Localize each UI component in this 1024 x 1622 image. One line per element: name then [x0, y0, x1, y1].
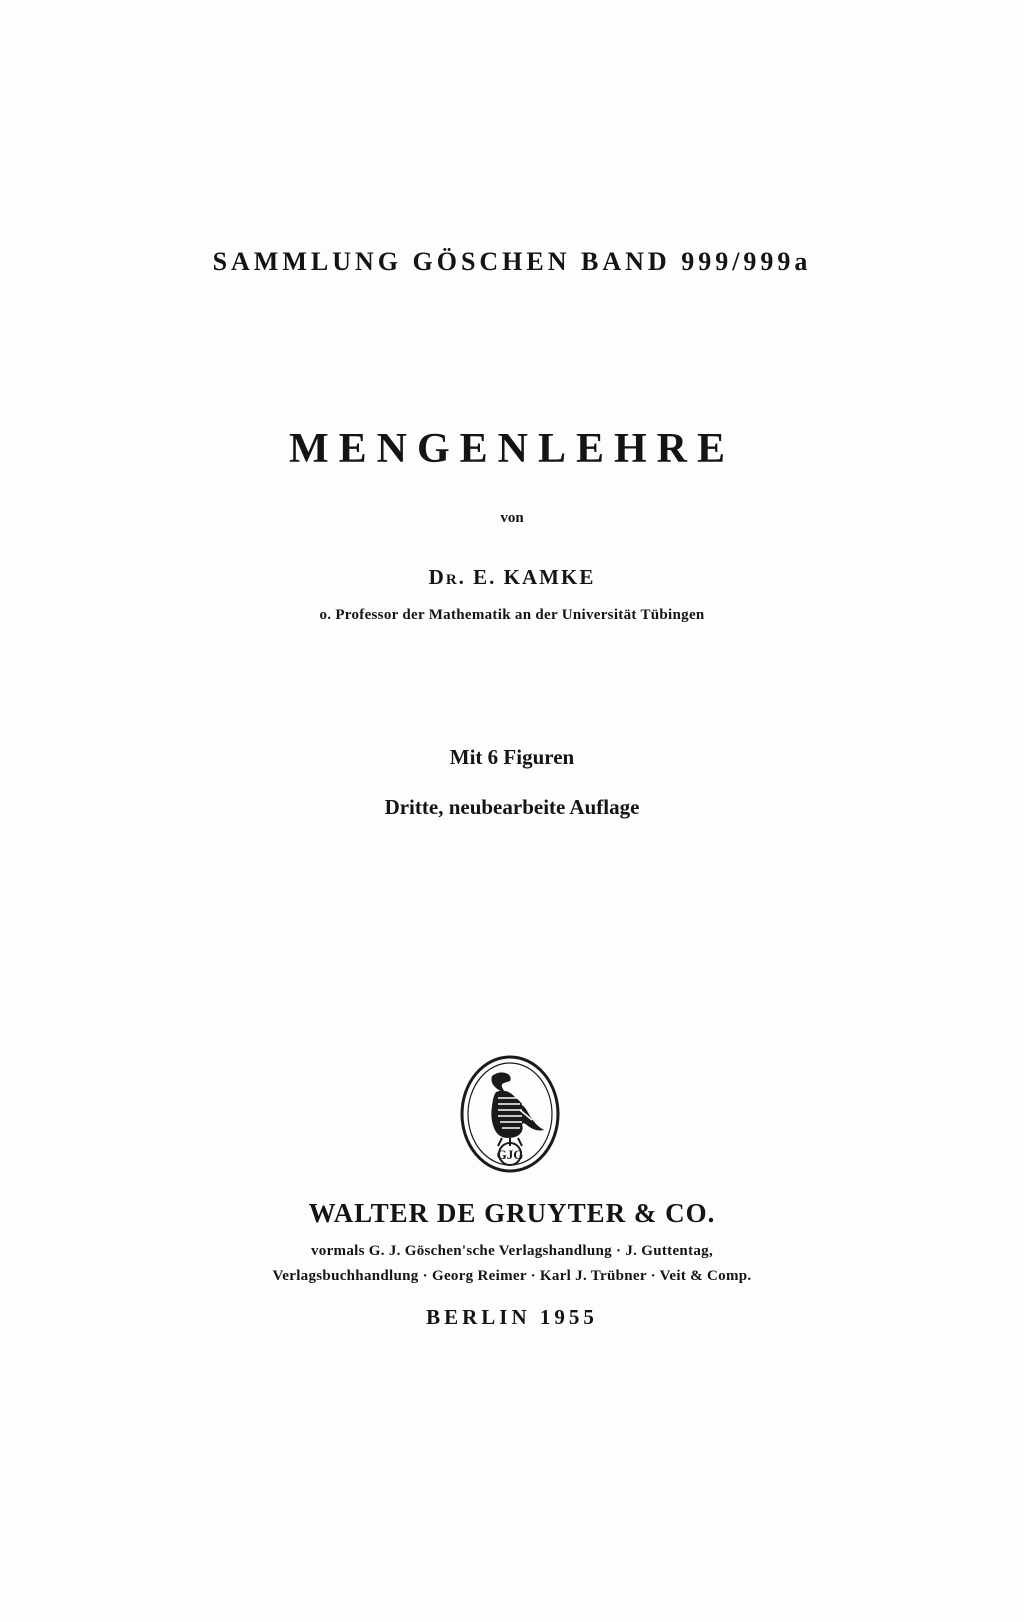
publisher-history-line-1: vormals G. J. Göschen'sche Verlagshandlung · J. Guttentag,	[310, 1243, 714, 1259]
author-affiliation: o. Professor der Mathematik an der Universität Tübingen	[319, 607, 705, 623]
book-title: MENGENLEHRE	[288, 426, 736, 472]
gjg-monogram	[497, 1143, 524, 1165]
author-name	[0, 565, 1024, 590]
publisher-eagle-emblem-icon	[458, 1054, 562, 1174]
publisher-history-line-2: Verlagsbuchhandlung · Georg Reimer · Karl J. Trübner · Veit & Comp.	[272, 1268, 752, 1284]
author-name-text: . E. KAMKE	[458, 565, 596, 589]
edition-note: Dritte, neubearbeite Auflage	[384, 795, 640, 819]
figures-note: Mit 6 Figuren	[449, 745, 575, 769]
logo-monogram-text: GJG	[496, 1147, 524, 1162]
by-line: von	[500, 510, 524, 526]
place-and-year: BERLIN 1955	[426, 1305, 598, 1329]
author-prefix-smallcap: R	[445, 572, 459, 588]
series-line: SAMMLUNG GÖSCHEN BAND 999/999a	[212, 247, 812, 276]
author-prefix-initial: D	[428, 565, 446, 589]
publisher-name: WALTER DE GRUYTER & CO.	[308, 1198, 716, 1228]
